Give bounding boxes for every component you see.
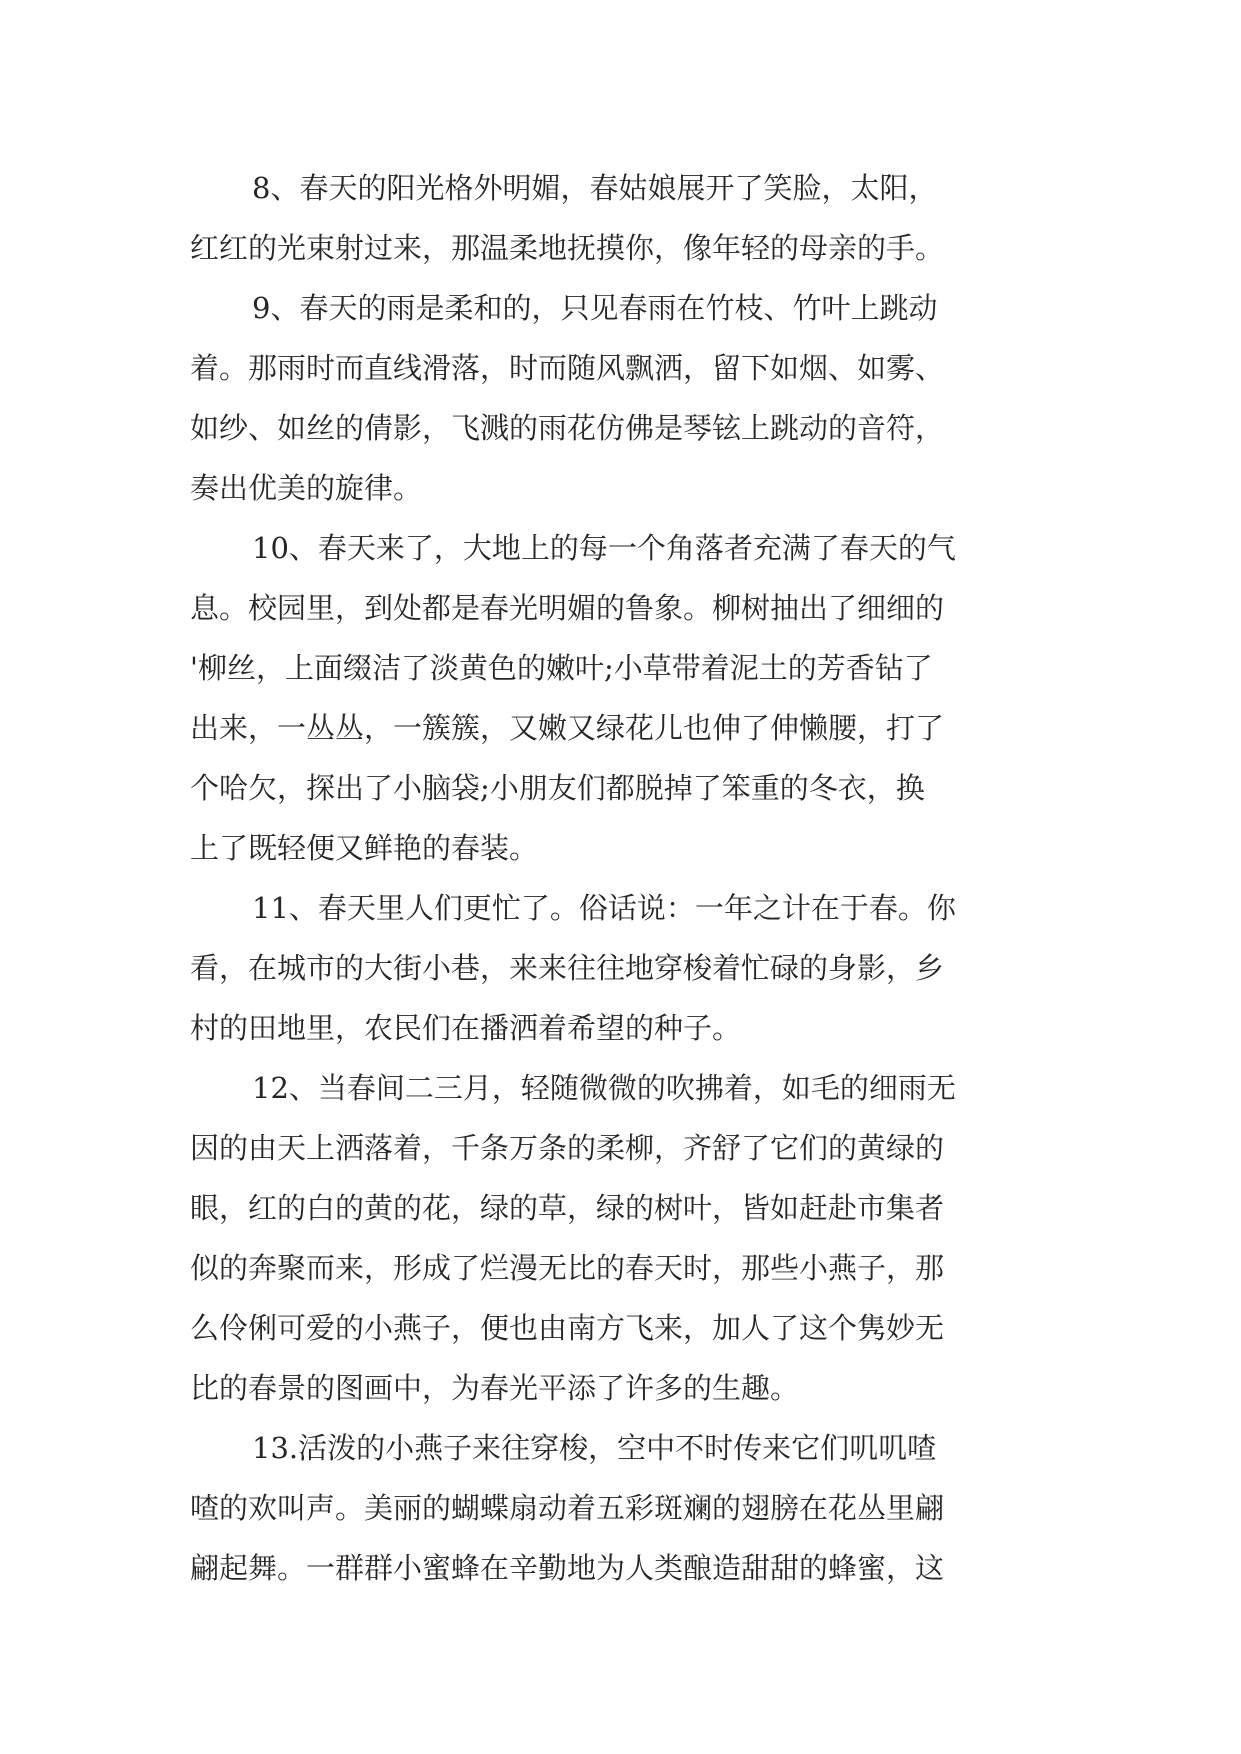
- paragraph-line: 村的田地里，农民们在播洒着希望的种子。: [190, 1011, 742, 1045]
- paragraph-line: 13.活泼的小燕子来往穿梭，空中不时传来它们叽叽喳: [252, 1431, 937, 1465]
- document-body: [190, 158, 1050, 1598]
- paragraph-line: 眼，红的白的黄的花，绿的草，绿的树叶，皆如赶赴市集者: [190, 1191, 945, 1225]
- paragraph-line: 红红的光束射过来，那温柔地抚摸你，像年轻的母亲的手。: [190, 231, 945, 265]
- paragraph-line: 喳的欢叫声。美丽的蝴蝶扇动着五彩斑斓的翅膀在花丛里翩: [190, 1491, 945, 1525]
- paragraph-line: 个哈欠，探出了小脑袋;小朋友们都脱掉了笨重的冬衣，换: [190, 771, 925, 805]
- paragraph-13: [190, 1418, 1050, 1598]
- paragraph-8: [190, 158, 1050, 278]
- paragraph-line: 如纱、如丝的倩影，飞溅的雨花仿佛是琴铉上跳动的音符，: [190, 411, 945, 445]
- paragraph-11: [190, 878, 1050, 1058]
- paragraph-line: 12、当春间二三月，轻随微微的吹拂着，如毛的细雨无: [252, 1071, 956, 1105]
- paragraph-line: 么伶俐可爱的小燕子，便也由南方飞来，加人了这个隽妙无: [190, 1311, 945, 1345]
- paragraph-10: [190, 518, 1050, 878]
- paragraph-line: '柳丝，上面缀洁了淡黄色的嫩叶;小草带着泥土的芳香钻了: [190, 651, 933, 685]
- paragraph-line: 8、春天的阳光格外明媚，春姑娘展开了笑脸，太阳，: [252, 171, 938, 205]
- paragraph-line: 比的春景的图画中，为春光平添了许多的生趣。: [190, 1371, 800, 1405]
- paragraph-line: 似的奔聚而来，形成了烂漫无比的春天时，那些小燕子，那: [190, 1251, 945, 1285]
- paragraph-9: [190, 278, 1050, 518]
- paragraph-line: 看，在城市的大街小巷，来来往往地穿梭着忙碌的身影，乡: [190, 951, 945, 985]
- paragraph-line: 因的由天上洒落着，千条万条的柔柳，齐舒了它们的黄绿的: [190, 1131, 945, 1165]
- paragraph-line: 息。校园里，到处都是春光明媚的鲁象。柳树抽出了细细的: [190, 591, 945, 625]
- paragraph-line: 奏出优美的旋律。: [190, 471, 423, 505]
- paragraph-line: 上了既轻便又鲜艳的春装。: [190, 831, 539, 865]
- paragraph-line: 9、春天的雨是柔和的，只见春雨在竹枝、竹叶上跳动: [252, 291, 938, 325]
- paragraph-line: 11、春天里人们更忙了。俗话说：一年之计在于春。你: [252, 891, 956, 925]
- paragraph-12: [190, 1058, 1050, 1418]
- paragraph-line: 着。那雨时而直线滑落，时而随风飘洒，留下如烟、如雾、: [190, 351, 945, 385]
- paragraph-line: 10、春天来了，大地上的每一个角落者充满了春天的气: [252, 531, 956, 565]
- paragraph-line: 翩起舞。一群群小蜜蜂在辛勤地为人类酿造甜甜的蜂蜜，这: [190, 1551, 945, 1585]
- paragraph-line: 出来，一丛丛，一簇簇，又嫩又绿花儿也伸了伸懒腰，打了: [190, 711, 945, 745]
